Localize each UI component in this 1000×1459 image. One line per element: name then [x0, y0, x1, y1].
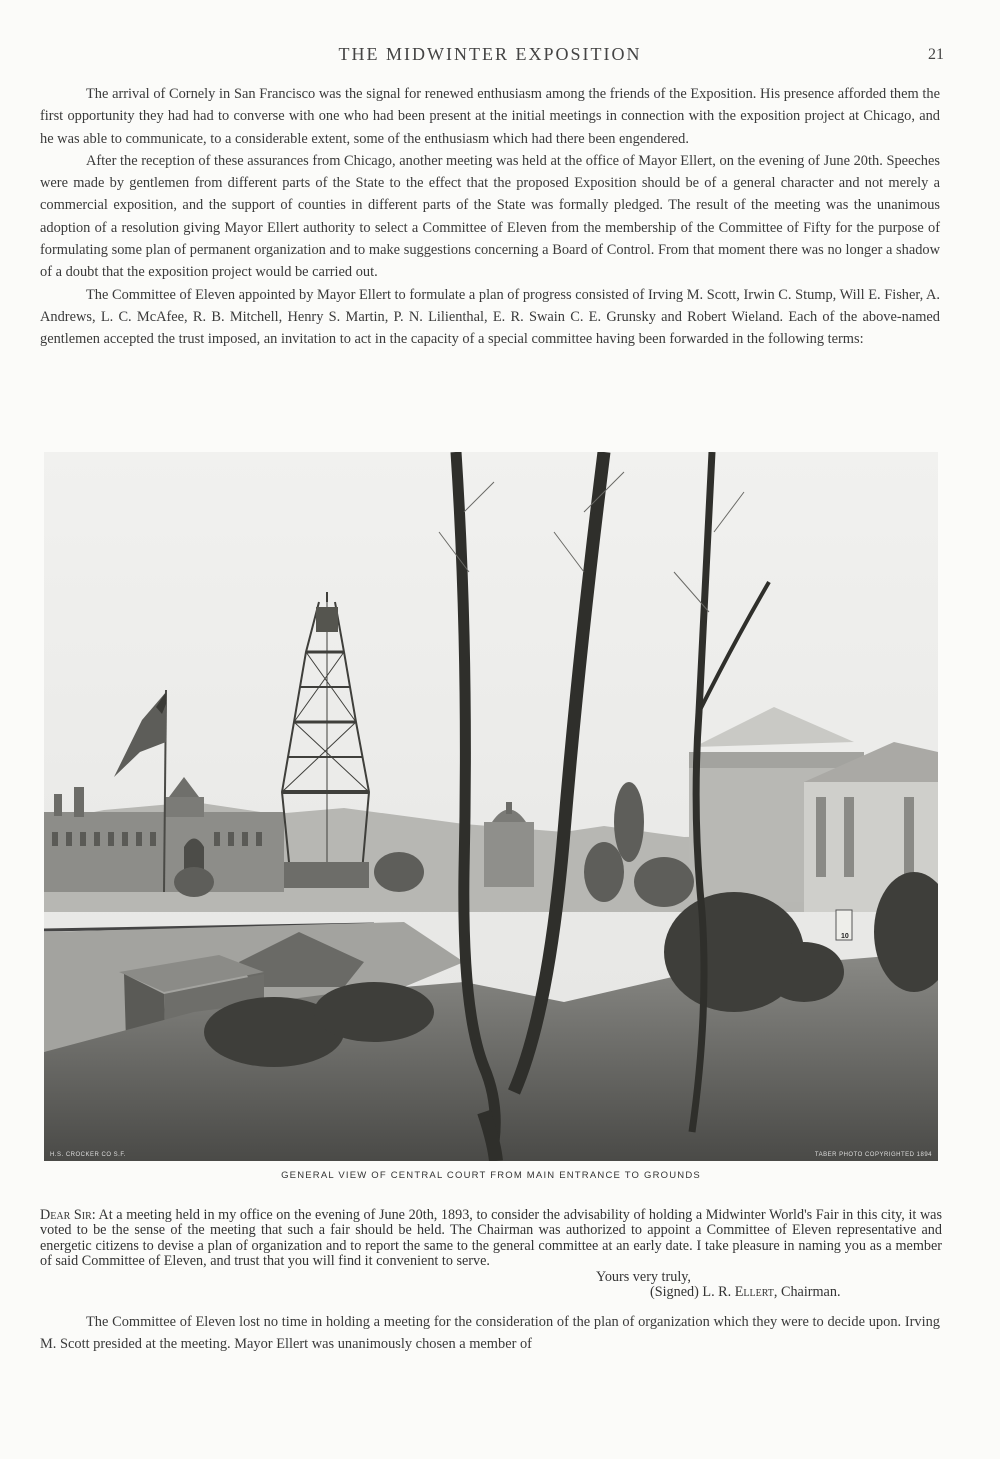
photo-credit-left: H.S. CROCKER CO S.F.: [50, 1152, 127, 1158]
photo-illustration: [44, 452, 938, 1161]
signer-title: , Chairman.: [773, 1284, 841, 1301]
letter-signature: [650, 1285, 942, 1300]
figure-caption: GENERAL VIEW OF CENTRAL COURT FROM MAIN ENTRANCE TO GROUNDS: [281, 1170, 701, 1181]
letter-salutation: Dear Sir: [40, 1207, 92, 1223]
letter-body: Dear Sir: At a meeting held in my office on the evening of June 20th, 1893, to consider the advisability of holding a Midwinter World's Fair in this city, it was voted to be the sense of the meeting that such a fair should be held. The Chairman was authorized to appoint a Committee of Eleven representative and energetic citizens to devise a plan of organization and to report the same to the general committee at an early date. I take pleasure in naming you as a member of said Committee of Eleven, and trust that you will find it convenient to serve.: [40, 1207, 943, 1270]
photo-credit-right: TABER PHOTO COPYRIGHTED 1894: [814, 1152, 932, 1158]
letter-block: [40, 1208, 942, 1300]
opening-text-block: [40, 83, 940, 351]
sign-number: 10: [841, 933, 849, 940]
exposition-photograph: [44, 452, 938, 1161]
paragraph: After the reception of these assurances from Chicago, another meeting was held at the office of Mayor Ellert, on the evening of June 20th. Speeches were made by gentlemen from different parts of the State to the effect that the proposed Exposition should be of a general character and not merely a commercial exposition, and the support of counties in different parts of the State was formally pledged. The result of the meeting was the unanimous adoption of a resolution giving Mayor Ellert authority to select a Committee of Eleven from the membership of the Committee of Fifty for the purpose of formulating some plan of permanent organization and to make suggestions concerning a Board of Control. From that moment there was no longer a shadow of a doubt that the exposition project would be carried out.: [40, 152, 940, 281]
paragraph: The arrival of Cornely in San Francisco was the signal for renewed enthusiasm among the friends of the Exposition. His presence afforded them the first opportunity they had had to converse with one who had been present at the initial meetings in connection with the exposition project at Chicago, and he was able to communicate, to a considerable extent, some of the enthusiasm which had there been engendered.: [40, 86, 940, 147]
signer-name: Ellert: [734, 1284, 774, 1301]
letter-text: At a meeting held in my office on the evening of June 20th, 1893, to consider the advisability of holding a Midwinter World's Fair in this city, it was voted to be the sense of the meeting that such a fair should be held. The Chairman was authorized to appoint a Committee of Eleven representative and energetic citizens to devise a plan of organization and to report the same to the general committee at an early date. I take pleasure in naming you as a member of said Committee of Eleven, and trust that you will find it convenient to serve.: [40, 1207, 943, 1270]
running-head: [0, 44, 1000, 68]
paragraph: The Committee of Eleven lost no time in holding a meeting for the consideration of the plan of organization which they were to decide upon. Irving M. Scott presided at the meeting. Mayor Ellert was unanimously chosen a member of: [40, 1314, 940, 1353]
signature-prefix: (Signed) L. R.: [650, 1284, 732, 1301]
paragraph: The Committee of Eleven appointed by Mayor Ellert to formulate a plan of progress consisted of Irving M. Scott, Irwin C. Stump, Will E. Fisher, A. Andrews, L. C. McAfee, R. B. Mitchell, Henry S. Martin, P. N. Lilienthal, E. R. Swain C. E. Grunsky and Robert Wieland. Each of the above-named gentlemen accepted the trust imposed, an invitation to act in the capacity of a special committee having been forwarded in the following terms:: [40, 286, 940, 348]
running-title: THE MIDWINTER EXPOSITION: [338, 44, 642, 64]
closing-text-block: [40, 1311, 940, 1356]
letter-closing: Yours very truly,: [596, 1268, 691, 1285]
page-number: 21: [928, 46, 944, 63]
